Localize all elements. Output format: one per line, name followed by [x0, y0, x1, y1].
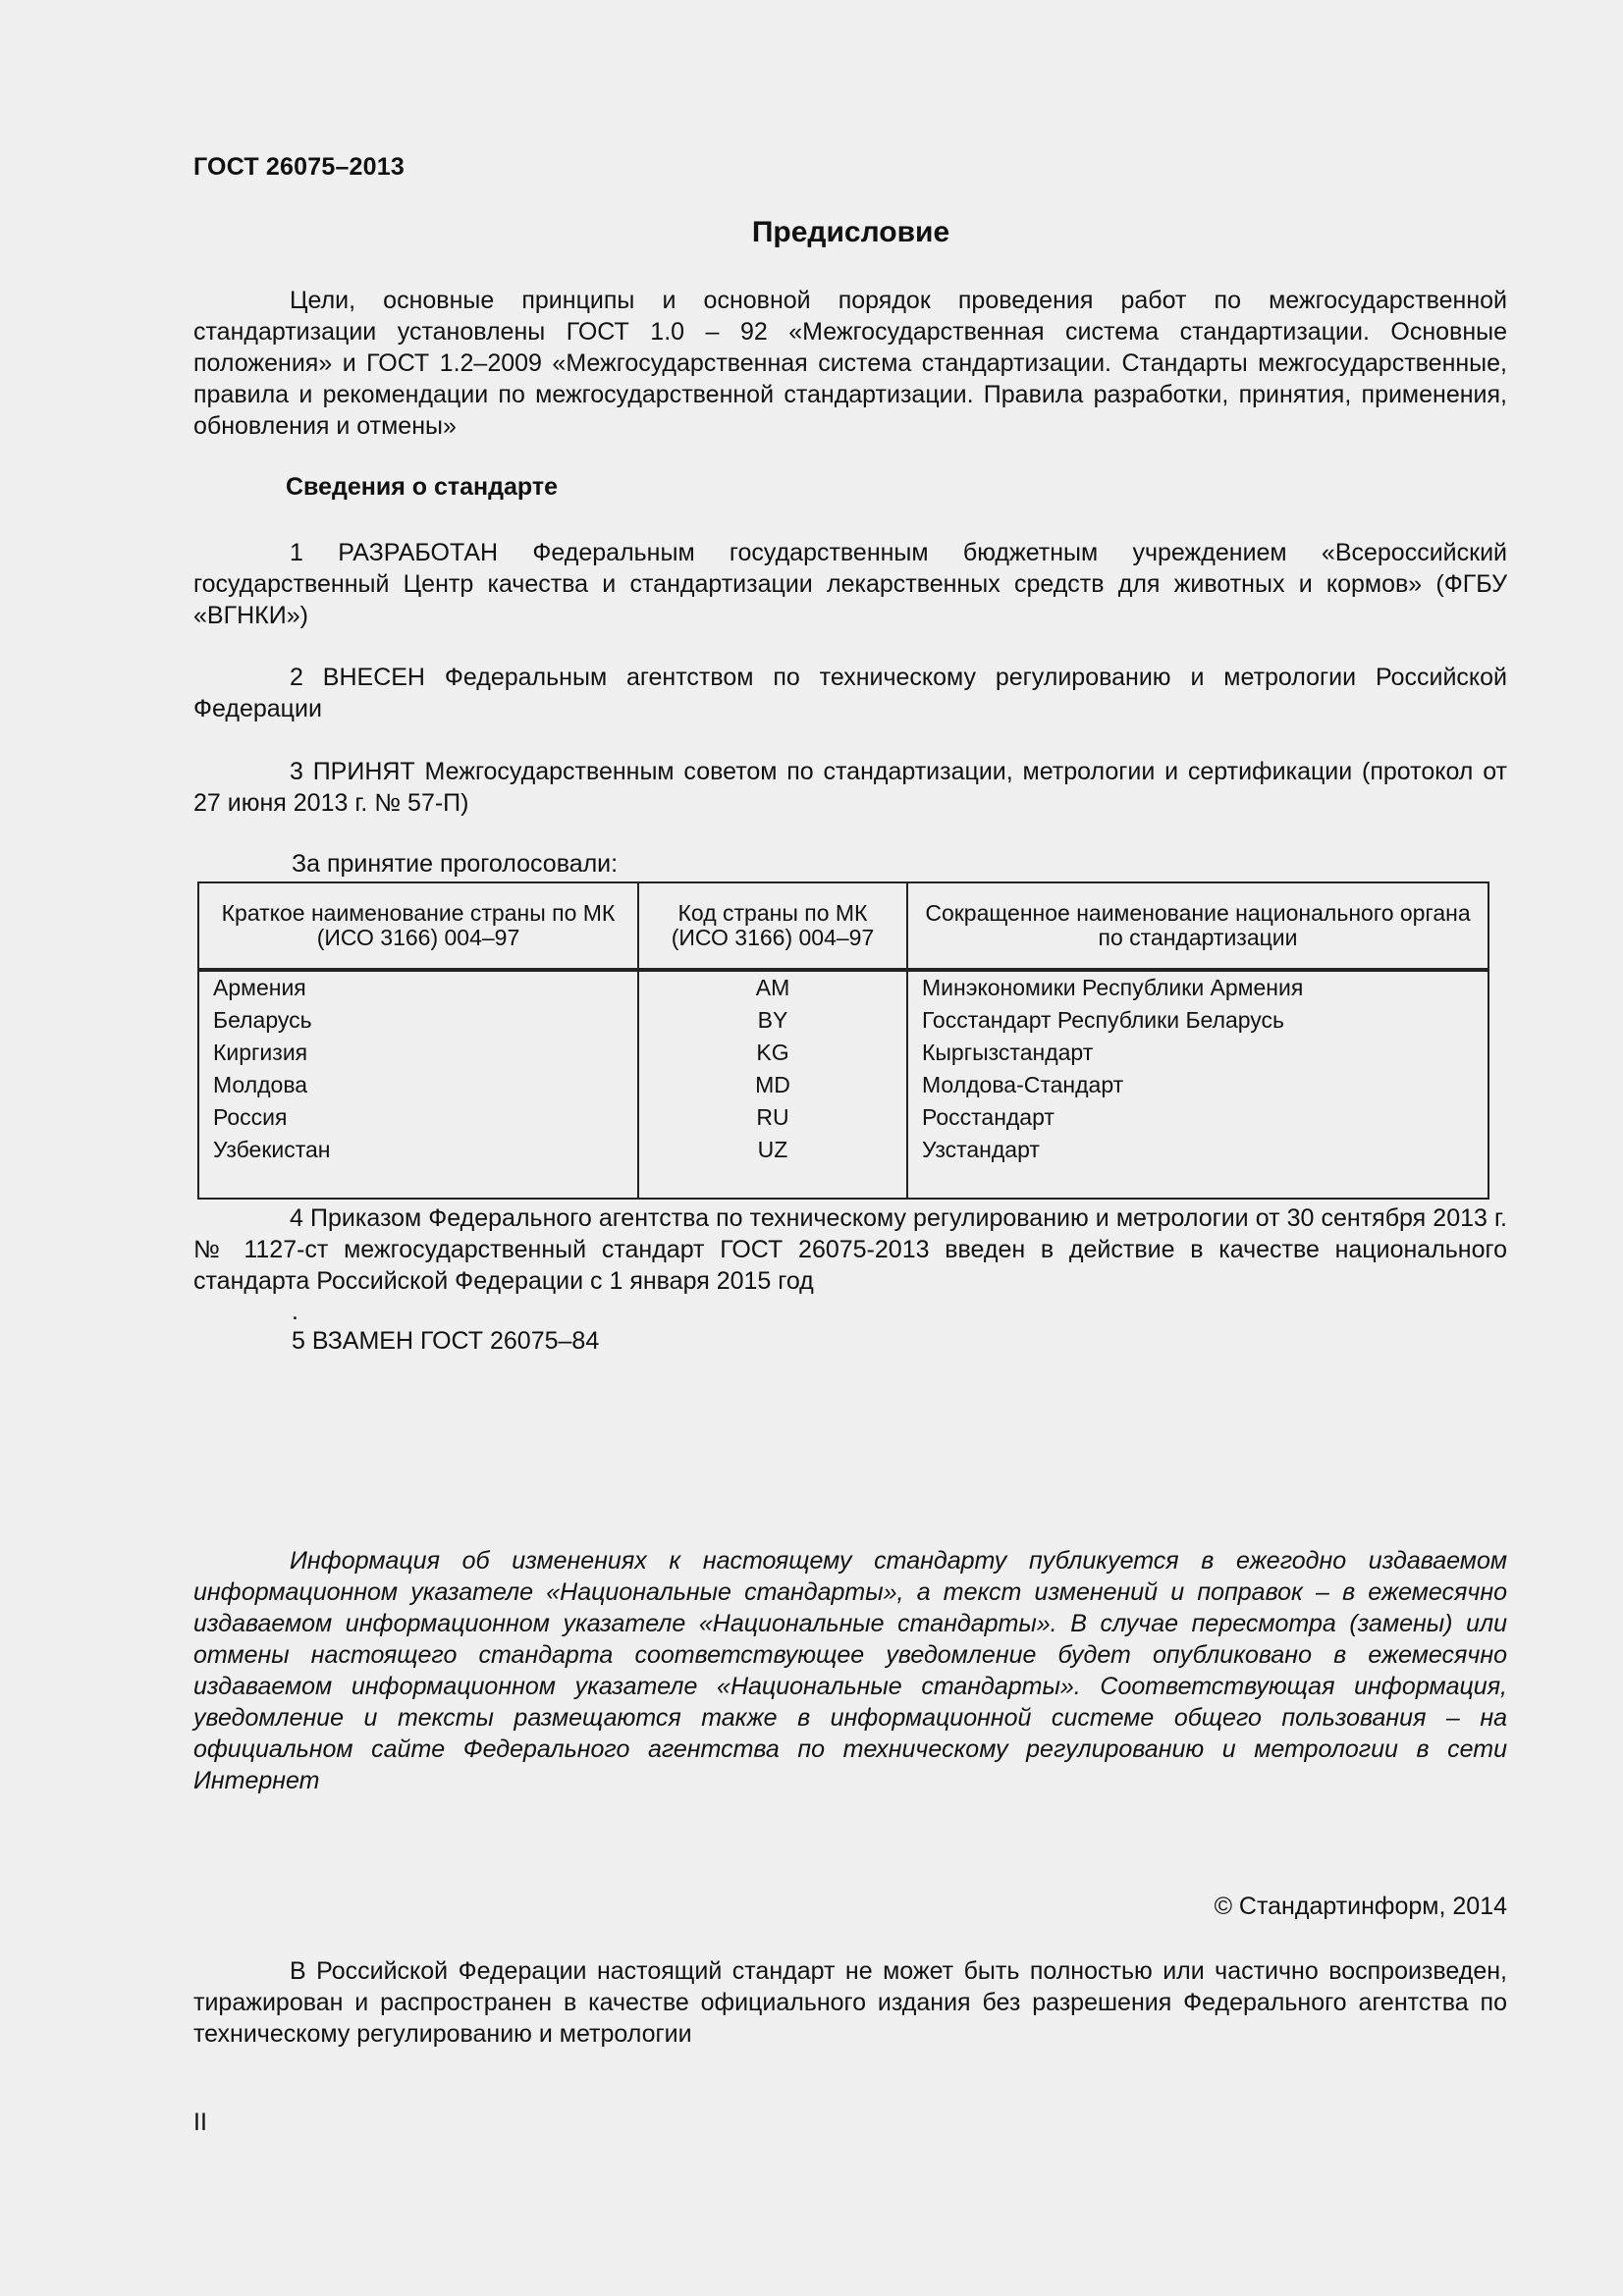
item-enacted: [193, 1202, 1507, 1297]
table-header-country: Краткое наименование страны по МК (ИСО 3166) 004–97: [198, 882, 638, 970]
table-header-body: Сокращенное наименование национального органа по стандартизации: [907, 882, 1488, 970]
table-row: [198, 1004, 1488, 1037]
table-header-code: Код страны по МК (ИСО 3166) 004–97: [638, 882, 907, 970]
intro-paragraph: [193, 285, 1507, 442]
body-cell: Госстандарт Республики Беларусь: [907, 1004, 1488, 1037]
info-notice: [193, 1545, 1507, 1796]
code-cell: BY: [638, 1004, 907, 1037]
body-cell: Минэкономики Республики Армения: [907, 970, 1488, 1004]
item-enacted-text: 4 Приказом Федерального агентства по техническому регулированию и метрологии от 30 сентября 2013 г. № 1127-ст межгосударственный стандарт ГОСТ 26075-2013 введен в действие в качестве национального стандарта Российской Федерации с 1 января 2015 год: [193, 1204, 1507, 1295]
item-introduced: [193, 662, 1507, 724]
country-cell: Россия: [198, 1101, 638, 1134]
table-row: [198, 1037, 1488, 1069]
body-cell: Молдова-Стандарт: [907, 1069, 1488, 1101]
info-notice-text: Информация об изменениях к настоящему стандарту публикуется в ежегодно издаваемом информационном указателе «Национальные стандарты», а текст изменений и поправок – в ежемесячно издаваемом информационном указателе «Национальные стандарты». В случае пересмотра (замены) или отмены настоящего стандарта соответствующее уведомление будет опубликовано в ежемесячно издаваемом информационном указателе «Национальные стандарты». Соответствующая информация, уведомление и тексты размещаются также в информационной системе общего пользования – на официальном сайте Федерального агентства по техническому регулированию и метрологии в сети Интернет: [193, 1547, 1507, 1794]
table-row: [198, 1101, 1488, 1134]
item-adopted-text: 3 ПРИНЯТ Межгосударственным советом по стандартизации, метрологии и сертификации (протокол от 27 июня 2013 г. № 57-П): [193, 758, 1507, 817]
body-cell: Росстандарт: [907, 1101, 1488, 1134]
country-cell: Молдова: [198, 1069, 638, 1101]
page-number: II: [193, 2109, 207, 2136]
item-developed-text: 1 РАЗРАБОТАН Федеральным государственным бюджетным учреждением «Всероссийский государственный Центр качества и стандартизации лекарственных средств для животных и кормов» (ФГБУ «ВГНКИ»): [193, 539, 1507, 629]
country-cell: Киргизия: [198, 1037, 638, 1069]
doc-code-header: ГОСТ 26075–2013: [193, 153, 405, 181]
item-introduced-text: 2 ВНЕСЕН Федеральным агентством по техническому регулированию и метрологии Российской Федерации: [193, 664, 1507, 722]
page-title: Предисловие: [751, 216, 950, 248]
table-row: [198, 1134, 1488, 1166]
item-adopted: [193, 756, 1507, 819]
reproduction-notice-text: В Российской Федерации настоящий стандарт не может быть полностью или частично воспроизведен, тиражирован и распространен в качестве официального издания без разрешения Федерального агентства по техническому регулированию и метрологии: [193, 1957, 1507, 2048]
table-header-row: [198, 882, 1488, 970]
code-cell: KG: [638, 1037, 907, 1069]
code-cell: MD: [638, 1069, 907, 1101]
body-cell: Кыргызстандарт: [907, 1037, 1488, 1069]
code-cell: UZ: [638, 1134, 907, 1166]
table-row: [198, 970, 1488, 1004]
table-spacer-row: [198, 1166, 1488, 1199]
copyright: © Стандартинформ, 2014: [1214, 1893, 1507, 1920]
voting-table: [197, 881, 1489, 1200]
item-developed: [193, 537, 1507, 631]
item-replaces: 5 ВЗАМЕН ГОСТ 26075–84: [292, 1327, 600, 1355]
country-cell: Армения: [198, 970, 638, 1004]
vote-intro: За принятие проголосовали:: [292, 850, 619, 878]
code-cell: AM: [638, 970, 907, 1004]
intro-text: Цели, основные принципы и основной порядок проведения работ по межгосударственной стандартизации установлены ГОСТ 1.0 – 92 «Межгосударственная система стандартизации. Основные положения» и ГОСТ 1.2–2009 «Межгосударственная система стандартизации. Стандарты межгосударственные, правила и рекомендации по межгосударственной стандартизации. Правила разработки, принятия, применения, обновления и отмены»: [193, 287, 1507, 440]
reproduction-notice: [193, 1955, 1507, 2050]
section-subheading: Сведения о стандарте: [286, 473, 559, 501]
country-cell: Узбекистан: [198, 1134, 638, 1166]
body-cell: Узстандарт: [907, 1134, 1488, 1166]
stray-dot: .: [292, 1298, 298, 1325]
table-row: [198, 1069, 1488, 1101]
code-cell: RU: [638, 1101, 907, 1134]
country-cell: Беларусь: [198, 1004, 638, 1037]
